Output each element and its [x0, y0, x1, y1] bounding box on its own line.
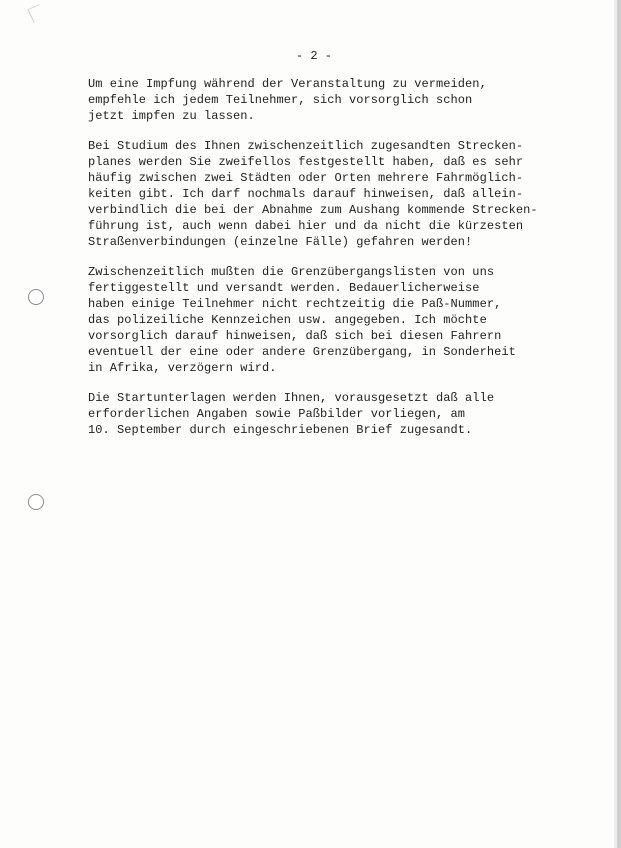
paragraph-2-line-3: häufig zwischen zwei Städten oder Orten mehrere Fahrmöglich-	[88, 171, 524, 185]
paragraph-2-line-6: führung ist, auch wenn dabei hier und da nicht die kürzesten	[88, 219, 524, 233]
paragraph-3-line-1: Zwischenzeitlich mußten die Grenzübergangslisten von uns	[88, 265, 495, 279]
corner-crease	[27, 4, 45, 23]
paragraph-4-line-1: Die Startunterlagen werden Ihnen, vorausgesetzt daß alle	[88, 391, 495, 405]
paragraph-3-line-7: in Afrika, verzögern wird.	[88, 361, 277, 375]
page-edge-shadow	[617, 0, 621, 848]
page-edge-highlight	[614, 0, 617, 848]
paragraph-3-line-2: fertiggestellt und versandt werden. Bedauerlicherweise	[88, 281, 480, 295]
paragraph-3-line-4: das polizeiliche Kennzeichen usw. angegeben. Ich möchte	[88, 313, 487, 327]
paragraph-2-line-1: Bei Studium des Ihnen zwischenzeitlich zugesandten Strecken-	[88, 139, 524, 153]
paragraph-1-line-3: jetzt impfen zu lassen.	[88, 109, 255, 123]
paragraph-3-line-6: eventuell der eine oder andere Grenzübergang, in Sonderheit	[88, 345, 516, 359]
paragraph-4-line-2: erforderlichen Angaben sowie Paßbilder vorliegen, am	[88, 407, 466, 421]
punch-hole-bottom	[28, 494, 44, 510]
paragraph-2-line-7: Straßenverbindungen (einzelne Fälle) gefahren werden!	[88, 235, 473, 249]
paragraph-3-line-3: haben einige Teilnehmer nicht rechtzeitig die Paß-Nummer,	[88, 297, 502, 311]
paragraph-2-line-4: keiten gibt. Ich darf nochmals darauf hinweisen, daß allein-	[88, 187, 524, 201]
punch-hole-top	[28, 289, 44, 305]
paragraph-2-line-5: verbindlich die bei der Abnahme zum Aushang kommende Strecken-	[88, 203, 538, 217]
paragraph-3-line-5: vorsorglich darauf hinweisen, daß sich bei diesen Fahrern	[88, 329, 502, 343]
paragraph-2-line-2: planes werden Sie zweifellos festgestellt haben, daß es sehr	[88, 155, 524, 169]
paragraph-4-line-3: 10. September durch eingeschriebenen Brief zugesandt.	[88, 423, 473, 437]
paragraph-1-line-2: empfehle ich jedem Teilnehmer, sich vorsorglich schon	[88, 93, 473, 107]
page-number: - 2 -	[296, 49, 333, 63]
paragraph-1-line-1: Um eine Impfung während der Veranstaltung zu vermeiden,	[88, 77, 487, 91]
